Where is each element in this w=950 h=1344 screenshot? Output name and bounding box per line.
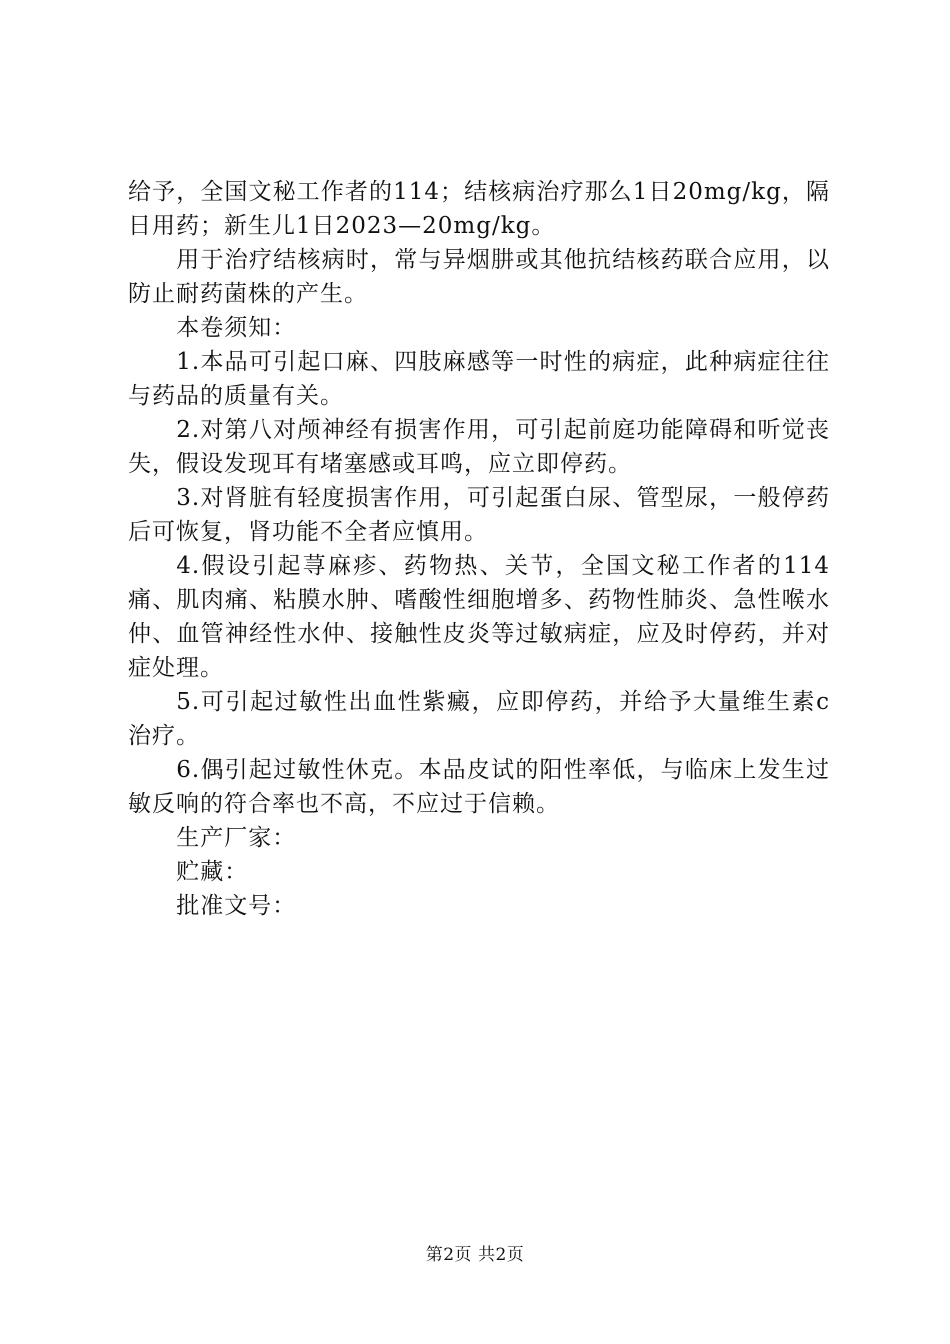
paragraph-note-2: 2.对第八对颅神经有损害作用，可引起前庭功能障碍和听觉丧失，假设发现耳有堵塞感或耳鸣，应立即停药。 [128,417,830,477]
paragraph-dosage-continued: 给予，全国文秘工作者的114；结核病治疗那么1日20mg/kg，隔日用药；新生儿1日2023—20mg/kg。 [128,179,830,239]
paragraph-notes-heading: 本卷须知： [176,315,297,341]
paragraph-note-1: 1.本品可引起口麻、四肢麻感等一时性的病症，此种病症往往与药品的质量有关。 [128,349,830,409]
paragraph-approval-number: 批准文号： [176,893,297,919]
paragraph-note-5: 5.可引起过敏性出血性紫癜，应即停药，并给予大量维生素c治疗。 [128,689,830,749]
paragraph-tuberculosis-use: 用于治疗结核病时，常与异烟肼或其他抗结核药联合应用，以防止耐药菌株的产生。 [128,247,830,307]
paragraph-manufacturer: 生产厂家： [176,825,297,851]
page-footer [0,1243,950,1267]
page-number: 第2页 共2页 [425,1245,525,1265]
paragraph-note-4: 4.假设引起荨麻疹、药物热、关节，全国文秘工作者的114痛、肌肉痛、粘膜水肿、嗜酸性细胞增多、药物性肺炎、急性喉水仲、血管神经性水仲、接触性皮炎等过敏病症，应及时停药，并对症处理。 [128,553,830,681]
paragraph-storage: 贮藏： [176,859,249,885]
paragraph-note-3: 3.对肾脏有轻度损害作用，可引起蛋白尿、管型尿，一般停药后可恢复，肾功能不全者应慎用。 [128,485,830,545]
paragraph-note-6: 6.偶引起过敏性休克。本品皮试的阳性率低，与临床上发生过敏反响的符合率也不高，不应过于信赖。 [128,757,830,817]
document-body [128,175,830,923]
